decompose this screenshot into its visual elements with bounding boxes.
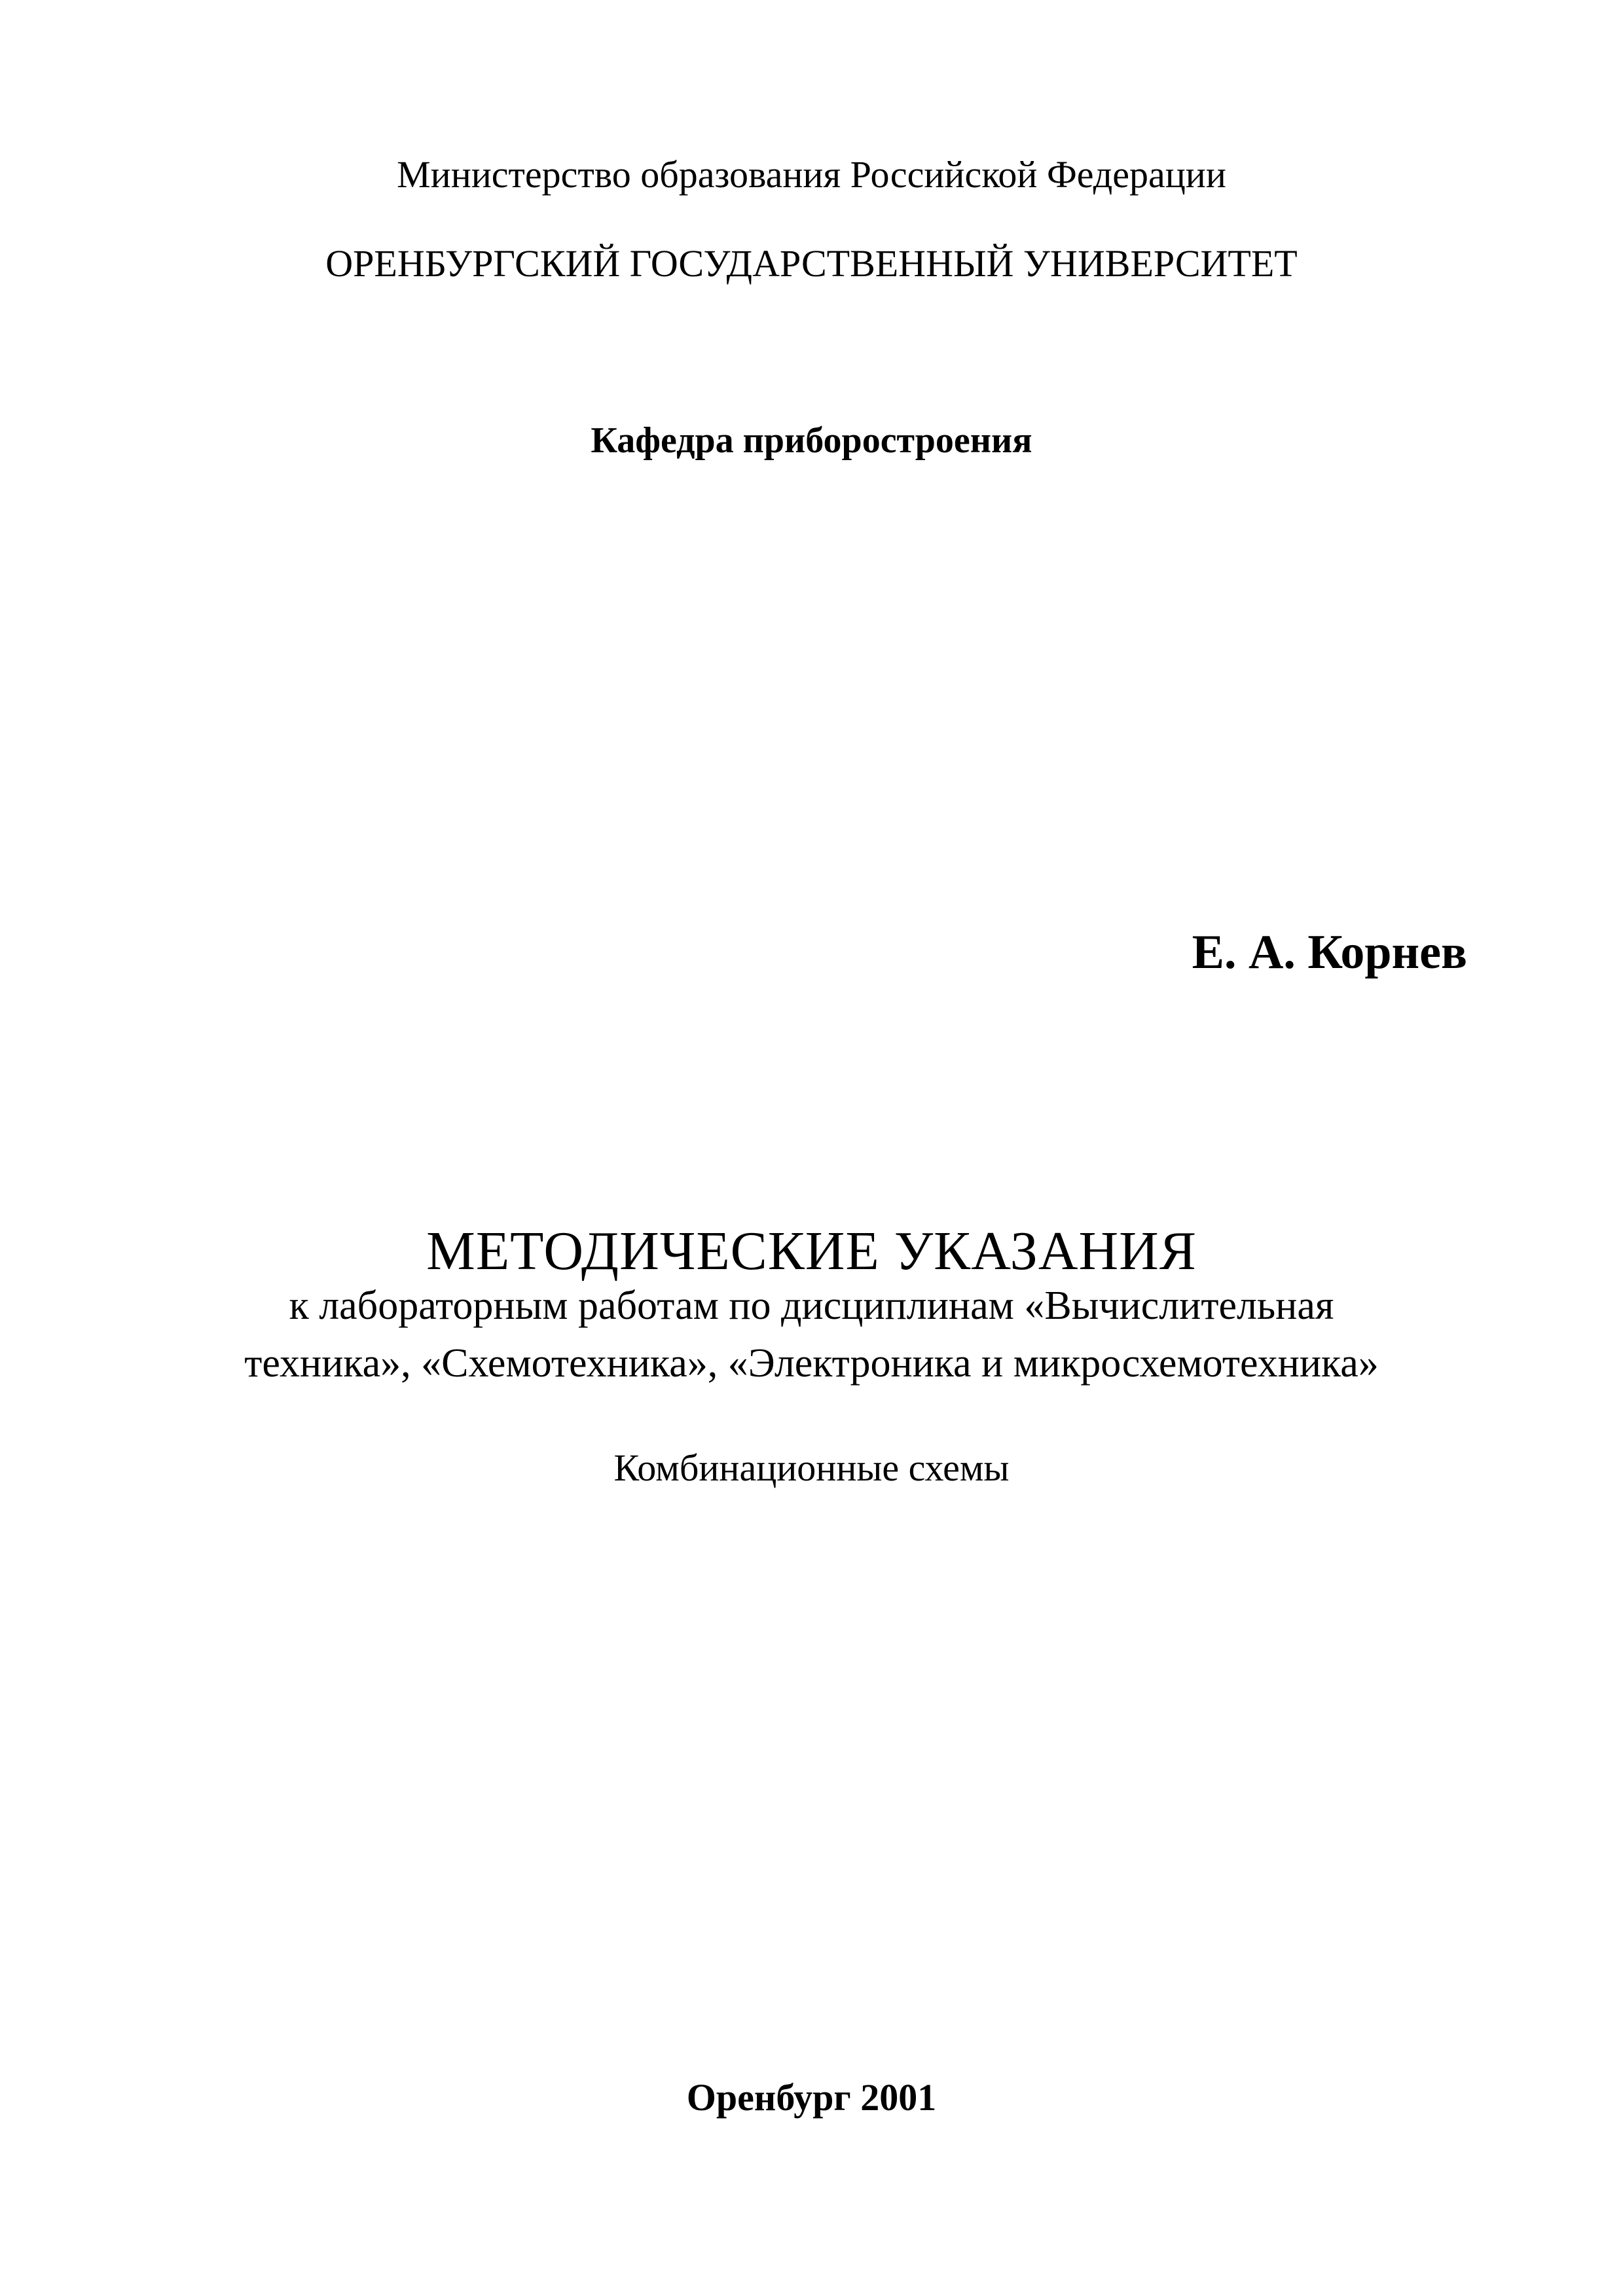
document-title: МЕТОДИЧЕСКИЕ УКАЗАНИЯ [426, 1221, 1197, 1282]
document-topic: Комбинационные схемы [613, 1446, 1010, 1489]
ministry-name: Министерство образования Российской Федерации [397, 153, 1226, 196]
author-name: Е. А. Корнев [1192, 925, 1467, 979]
city-and-year: Оренбург 2001 [686, 2076, 937, 2119]
department-name: Кафедра приборостроения [591, 420, 1032, 461]
document-subtitle-line-2: техника», «Схемотехника», «Электроника и микросхемотехника» [244, 1341, 1379, 1386]
document-subtitle-line-1: к лабораторным работам по дисциплинам «Вычислительная [289, 1283, 1334, 1328]
university-name: ОРЕНБУРГСКИЙ ГОСУДАРСТВЕННЫЙ УНИВЕРСИТЕТ [325, 242, 1298, 285]
